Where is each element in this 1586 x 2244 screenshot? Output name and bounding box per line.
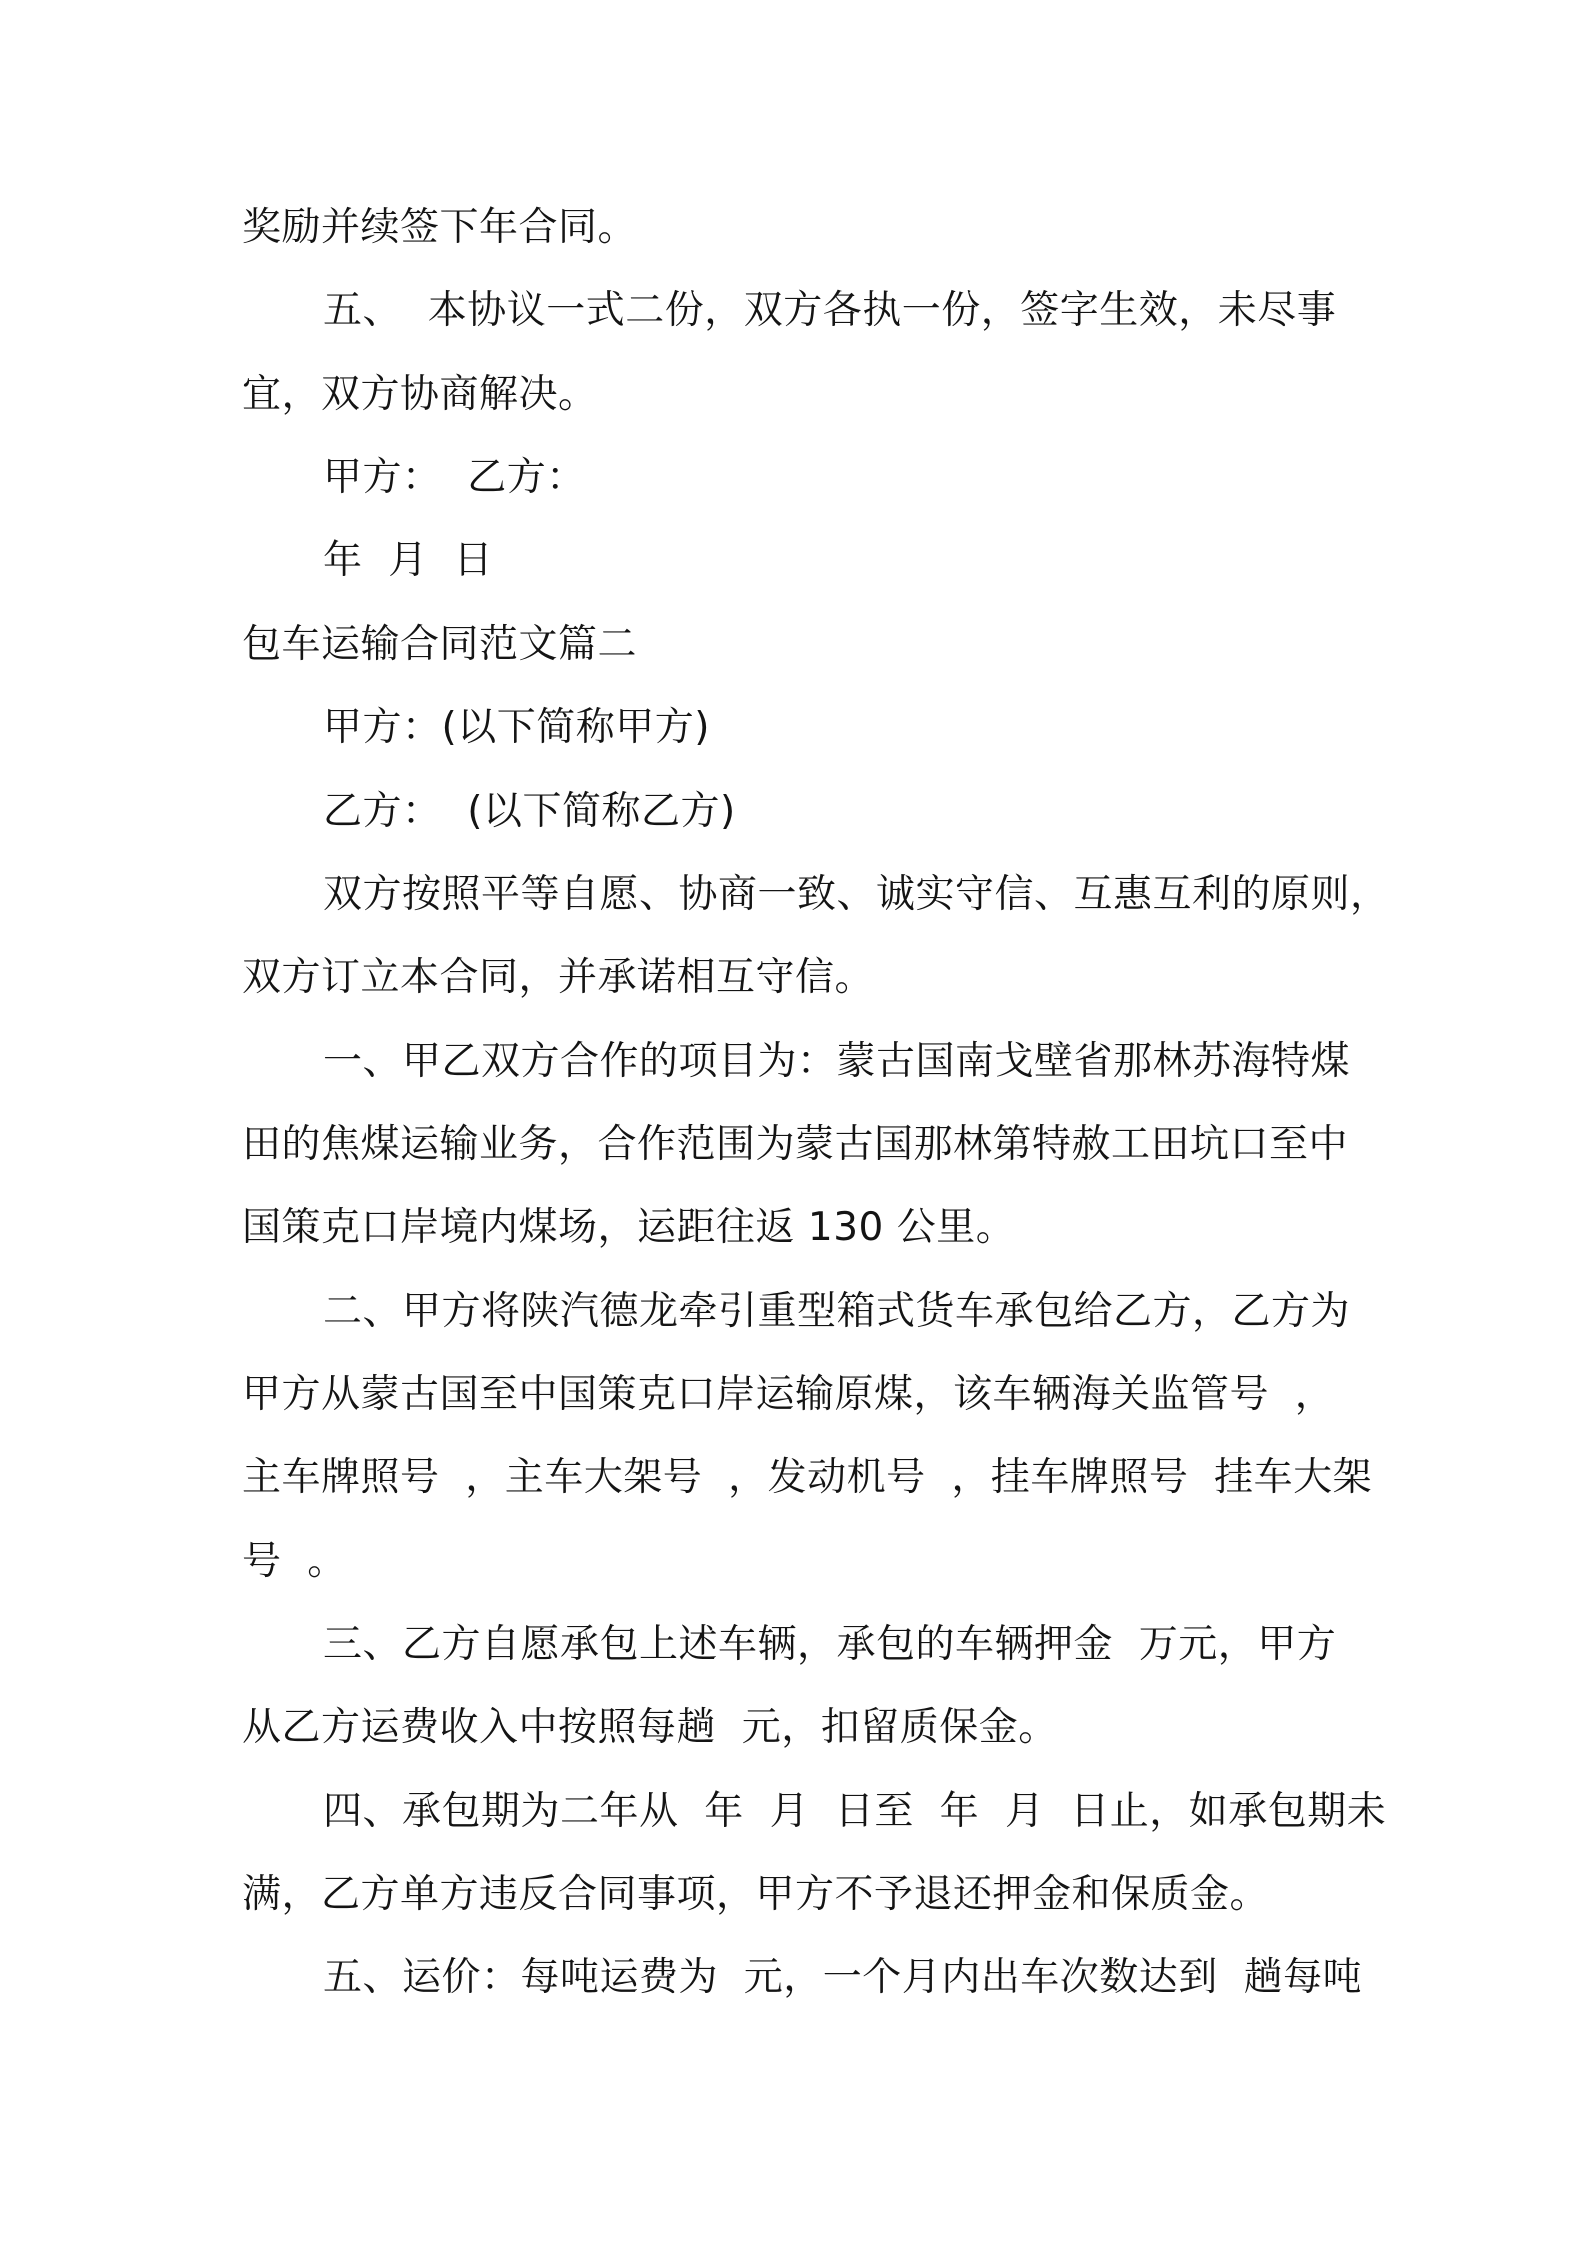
party-a-line: 甲方：(以下简称甲方) [323, 705, 710, 750]
section-heading: 包车运输合同范文篇二 [242, 622, 638, 667]
text-line: 四、承包期为二年从 年 月 日至 年 月 日止，如承包期未 [323, 1789, 1387, 1834]
text-line: 甲方从蒙古国至中国策克口岸运输原煤，该车辆海关监管号 ， [242, 1372, 1335, 1417]
text-line: 三、乙方自愿承包上述车辆，承包的车辆押金 万元，甲方 [323, 1622, 1337, 1667]
text-line: 国策克口岸境内煤场，运距往返 130 公里。 [242, 1205, 1016, 1250]
text-line: 号 。 [242, 1539, 347, 1584]
party-b-line: 乙方： (以下简称乙方) [323, 789, 736, 834]
text-line: 二、甲方将陕汽德龙牵引重型箱式货车承包给乙方，乙方为 [323, 1289, 1351, 1334]
text-line: 宜，双方协商解决。 [242, 372, 598, 417]
text-line: 满，乙方单方违反合同事项，甲方不予退还押金和保质金。 [242, 1872, 1270, 1917]
text-line: 田的焦煤运输业务，合作范围为蒙古国那林第特赦工田坑口至中 [242, 1122, 1349, 1167]
text-line: 五、 本协议一式二份，双方各执一份，签字生效，未尽事 [323, 288, 1337, 333]
date-line: 年 月 日 [323, 538, 494, 583]
text-line: 双方按照平等自愿、协商一致、诚实守信、互惠互利的原则， [323, 872, 1390, 917]
text-line: 奖励并续签下年合同。 [242, 205, 638, 250]
text-line: 五、运价：每吨运费为 元，一个月内出车次数达到 趟每吨 [323, 1955, 1363, 2000]
text-line: 从乙方运费收入中按照每趟 元，扣留质保金。 [242, 1705, 1058, 1750]
text-line: 一、甲乙双方合作的项目为：蒙古国南戈壁省那林苏海特煤 [323, 1039, 1351, 1084]
text-line: 双方订立本合同，并承诺相互守信。 [242, 955, 875, 1000]
signature-parties-line: 甲方： 乙方： [323, 455, 586, 500]
text-line: 主车牌照号 ，主车大架号 ，发动机号 ，挂车牌照号 挂车大架 [242, 1455, 1373, 1500]
